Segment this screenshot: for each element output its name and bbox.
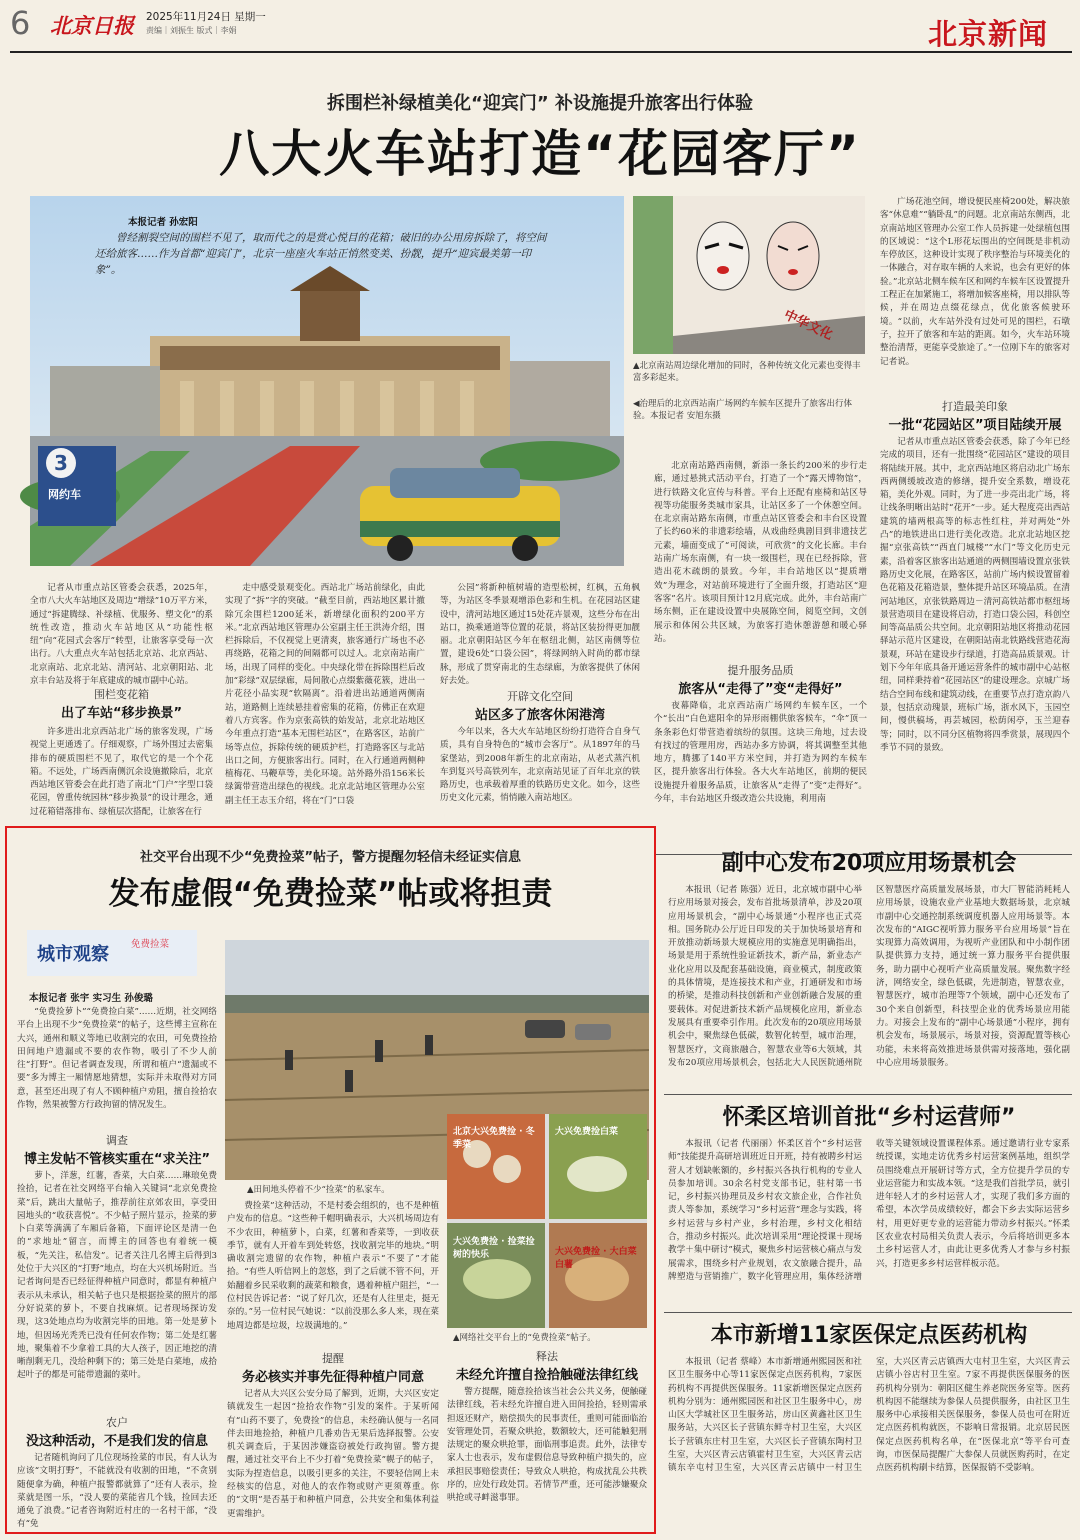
brief-b-rule — [664, 1312, 1072, 1313]
brief-b-headline: 怀柔区培训首批“乡村运营师” — [722, 1105, 1016, 1130]
story-kicker: 社交平台出现不少“免费捡菜”帖子，警方提醒勿轻信未经证实信息 — [139, 850, 522, 865]
lead-col-4b: 夜幕降临，北京西站南广场网约车候车区，一个个“长出”白色遮阳伞的异形雨棚供旅客候车，“伞”顶一条条彩色灯带营造着缤纷的氛围。这块三角地，过去设有找过的管理用房，西站办多方协调，将其调整至其他地方，腾挪了140平方米空间，并打造为网约车候车区，提升旅客出行体验。各大火车站地区，前期的便民设施提升着服务品质，让旅客从“走得了”变“走得好”。今年，丰台站地区升级改造公共设施，利用南 — [654, 701, 867, 805]
story-col-2a: 费捡菜”这种活动，不是村委会组织的，也不是种植户发布的信息。“这些种千帽明确表示，大兴机场周边有不少农田，种植萝卜，白菜，红薯和香菜等，一到收获季节，就有人开着车到处转悠，找收割完毕的地块。”明确收割完遗留的农作物，种植户表示“不要了”才能拾。“有些人听信网上的忽悠，到了之后就不管不问，开始翻着乡民采收剩的蔬菜和粮食，遇着种植户阻拦，“一位村民告诉记者：“说了好几次，还是有人往里走，挺无奈的。”另一位村民气她说：“以前没那么多人来，现在菜地周边都是垃圾，垃圾满地的。” — [227, 1201, 439, 1331]
lead-col-5: 广场花池空间，增设便民座椅200处，解决旅客“休息难”“躺卧乱”的问题。北京南站东侧西，北京南站地区管理办公室工作人员拆建一处绿植包围的区域说：“这个L形花坛围出的空间既是非机动车停放区，这种设计实现了秩序整治与环境美化的一体融合，对存取车辆的人来说，也会有更好的体验。”北京站北侧车候车区和网约车候车区设置提升工程正在加紧施工，将增加候客座椅，用以排队等候，并在周边点缀花绿点，优化旅客候驶环境。“以前，火车站外没有过处可见的围栏，石墩子，拉开了旅客和车站的距离。如今，火车站环境整治清帮，更能享受旅途了。”一位刚下车的旅客对记者说。 — [880, 197, 1070, 367]
story-sub1-title: 博主发帖不管核实重在“求关注” — [23, 1152, 211, 1167]
story-col-1a: “免费捡萝卜”“免费捡白菜”……近期，社交网络平台上出现不少“免费捡菜”的帖子，这些博主宣称在大兴，通州和顺义等地已收割完的农田，可免费捡拾田间地户遗漏或不要的农作物，吸引了不少人前往“打野”。但记者调查发现，所谓和植户“遗漏或不要”多为博主一厢情愿地猜想，实际并未取得对方同意，甚至还出现了有人不顾种植户劝阻，擅自捡拾农作物，然果被警方行政拘留的情况发生。 — [17, 1007, 217, 1111]
collage-label-4: 大兴免费捡 · 大白菜 白薯 — [555, 1247, 637, 1270]
lead-col-3: 公园”将新种植树墙的造型松树，红枫，五角枫等，为站区冬季景观增添色彩和生机。在花园站区建设中，清河站地区通过15处花卉景观，这些分布在出站口，换乘通道等位置的花景，将站区装扮得更加靓丽。北京朝阳站区今年在枢纽北侧，站区南侧等位置，建设6处“口袋公园”，将绿网纳入时尚的都市绿脉，形成了贯穿南北的生态绿廊，为旅客提供了休闲好去处。 — [440, 583, 640, 687]
brief-a-headline: 副中心发布20项应用场景机会 — [721, 851, 1017, 876]
story-col-1b: 萝卜，洋葱，红薯，香菜，大白菜……琳琅免费捡拾，记者在社交网络平台输入关键词“北京免费捡菜”后，跳出大量帖子，推荐前往京郊农田，享受田园地头的“收获喜悦”。不少帖子照片显示，捡菜的萝卜白菜等满满了车厢后备箱，下面评论区是清一色的“求地址”留言，而博主的回答也有着统一模板，“先关注，私信发”。记者关注几名博主后得到3处位于大兴区的“打野”地点，均在大兴机场附近。当记者询问是否已经征得种植户同意时，都显有种植户表示从未承认，相关帖子也只是根据捡菜的照片的部分好说菜的萝卜，不要自找麻烦。记者现场探访发现，这3处地点均为收割完毕的田地。第一处是萝卜地，但因场光秃秃已没有任何农作物；第二处是红薯地，聚集着不少拿着工具的大人孩子，因正地挖的清晰削剩无几，没给种剩下的；第三处是白菜地，成拾起叶子的都是可能带遗漏的菜叶。 — [17, 1171, 217, 1381]
brief-a-body: 本报讯（记者 陈强）近日，北京城市副中心举行应用场景对接会，发布首批场景清单，涉及20项应用场景机会，“副中心场景通”小程序也正式亮相。国务院办公厅近日印发的关于加快场景培育和开放推动新场景大规模应用的实施意见明确指出，场景是用于系统性验证新技术，新产品，新业态产业化应用以及配套基础设施，商业模式，制度政策的具体情境，是连接技术和产业，打通研发和市场的桥梁，是推动科技创新和产业创新融合发展的重要载体。对促进新技术新产品规模化应用，新业态发展具有重要牵引作用。此次发布的20项应用场景机会中，聚焦绿色低碳，数智化转型，城市治理，智慧医疗，文商旅融合，智慧农业等6大领域，其发布20项应用场景机会，包括北大人民医院通州院区智慧医疗高质量发展场景，市大厂智能消耗耗人应用场景，设施农业产业基地大数据场景，北京城市副中心交通控制系统调度机器人应用场景等。本次发布的“AIGC视听算力服务平台应用场景”旨在实现算力高效调用，为视听产业团队和中小制作团队提供算力支持，通过统一算力服务平台提供服务，助力副中心视听产业高质量发展。聚焦数字经济，网络安全，绿色低碳，先进制造，智慧农业，智慧医疗，城市治理等7个领域，副中心还发布了30个来自创新型，科技型企业的优秀场景应用能力。对接会上发布的“副中心场景通”小程序，拥有机会发布，场景展示，场景对接，资源配置等核心功能，未来将高效推进场景供需对接落地，强化副中心应用场景服务。 — [668, 885, 1070, 1068]
lead-kicker: 拆围栏补绿植美化“迎宾门” 补设施提升旅客出行体验 — [327, 93, 753, 114]
section-name: 北京新闻 — [928, 17, 1049, 51]
lead-sub3-title: 旅客从“走得了”变“走得好” — [678, 682, 843, 697]
brief-a-rule — [664, 1094, 1072, 1095]
lead-sub3 — [654, 662, 867, 697]
editors: 责编｜刘振生 版式｜李娟 — [146, 26, 237, 35]
masthead — [0, 0, 1080, 56]
lead-byline: 本报记者 孙宏阳 — [128, 217, 198, 228]
photo-taxi-sign: 网约车 — [48, 488, 81, 501]
brief-c-body: 本报讯（记者 蔡峰）本市新增通州熙园医和社区卫生服务中心等11家医保定点医药机构，7家医药机构不再提供医保服务。11家新增医保定点医药机构分别为：通州熙园医和社区卫生服务中心，房山区大学城社区卫生服务站，房山区黄鑫社区卫生服务站，大兴区长子营镇东鲜寺村卫生室，大兴区长子营镇东庄村卫生室，大兴区长子营镇东陶村卫生室，大兴区青云店镇霍村卫生室，大兴区青云店镇东辛屯村卫生室，大兴区青云店镇中一村卫生室，大兴区青云店镇西大屯村卫生室，大兴区青云店镇小谷店村卫生室。7家不再提供医保服务的医药机构分别为：朝阳区健生养老院医务室等。医药机构因不能继续为参保人员提供服务，由社区卫生服务中心承接相关医保服务，参保人员也可在附近定点医药机构就医，不影响日常报销。北京居民医保定点医药机构名单，在“医保北京”等平台可查询，市医保局提醒广大参保人员就医购药时，在定点医药机构刷卡结算，医保报销不受影响。 — [668, 1357, 1070, 1474]
paper-name: 北京日报 — [50, 13, 134, 38]
story-byline: 本报记者 张宇 实习生 孙俊璐 — [29, 993, 153, 1004]
lead-sub4-kicker: 打造最美印象 — [942, 400, 1008, 413]
lead-sub1-kicker: 围栏变花箱 — [94, 688, 149, 701]
story-sub2-title: 务必核实并事先征得种植户同意 — [241, 1370, 424, 1385]
story-headline: 发布虚假“免费捡菜”帖或将担责 — [108, 876, 553, 912]
lead-sub4-title: 一批“花园站区”项目陆续开展 — [888, 418, 1062, 433]
story-sub4-kicker: 农户 — [106, 1416, 128, 1429]
story-sub4-title: 没这种活动，不是我们发的信息 — [25, 1434, 208, 1449]
mural-text: 中华文化 — [781, 307, 835, 344]
story-sub3-kicker: 释法 — [536, 1350, 558, 1363]
story-sub1 — [17, 1132, 217, 1167]
brief-c-headline: 本市新增11家医保定点医药机构 — [710, 1323, 1028, 1348]
lead-intro: 曾经割裂空间的围栏不见了，取而代之的是赏心悦目的花箱；破旧的办公用房拆除了，将空间还给旅客……作为首都“迎宾门”，北京一座座火车站正悄然变美、扮靓，提升“迎宾最美第一印象”。 — [95, 232, 547, 276]
lead-sub1 — [30, 686, 213, 721]
collage-caption: ▲网络社交平台上的“免费捡菜”帖子。 — [453, 1333, 596, 1343]
lead-sub4 — [880, 398, 1070, 433]
story-sub2-kicker: 提醒 — [322, 1352, 344, 1365]
column-logo — [27, 930, 197, 976]
column-logo-text: 城市观察 — [37, 944, 109, 965]
field-caption: ▲田间地头停着不少“捡菜”的私家车。 — [247, 1185, 390, 1195]
taxi-caption: ◀治理后的北京西站南广场网约车候车区提升了旅客出行体验。本报记者 安旭东摄 — [633, 399, 853, 421]
picked-vegetables-story — [5, 826, 656, 1534]
photo-badge: 3 — [46, 448, 76, 478]
collage-label-2: 大兴免费捡白菜 — [555, 1127, 619, 1137]
lead-sub2-kicker: 开辟文化空间 — [507, 690, 573, 703]
story-sub3 — [447, 1348, 647, 1383]
lead-sub1-title: 出了车站“移步换景” — [60, 706, 183, 721]
story-sub2 — [227, 1350, 439, 1385]
lead-col-1b: 许多进出北京西站北广场的旅客发现，广场视觉上更通透了。仔细观察，广场外围过去密集排布的硬质围栏不见了，取代它的是一个个花箱。不远处，广场西南侧沉余设施撤除后，北京西站地区管委会在此打造了南北“门户”字型口袋花园，曾重传统园林“移步换景”的设计理念，通过花箱错落排布、绿植层次搭配，让旅客在行 — [30, 727, 213, 817]
brief-b-body: 本报讯（记者 代丽丽）怀柔区首个“乡村运营师”技能提升高研培训班近日开班，持有被聘乡村运营人才划缺帐额的，乡村振兴各执行机构的专业人员参加培训。30余名村党支部书记，驻村第一书记，乡村振兴协理员及乡村农文旅企业，合作社负责人等参加，系统学习“乡村运营”理念与实践，将乡村运营与乡村产业，乡村治理，乡村文化相结合，推动乡村振兴。此次培训采用“理论授课＋现场教学＋集中研讨”模式，聚焦乡村运营核心痛点与发展需求，围绕乡村产业规划，农文旅融合提升，品牌塑造与营销推广，数字化管理应用，集体经济增收等关键领域设置课程体系。通过邀请行业专家系统授课，实地走访优秀乡村运营案例基地，组织学员围绕难点开展研讨等方式，全方位提升学员的专业运营能力和实战本领。“这是我们首批学员，就引进年轻人才的乡村运营人才，实现了我们多方面的希望，本次学员成绩较好，都会下乡去实际运营乡村，用更好更专业的运营能力带动乡村振兴。”怀柔区农业农村局相关负责人表示，今后将培训更多本土乡村运营人才，由此让更多优秀人才参与乡村振兴，打造更多乡村运营样板示范。 — [668, 1139, 1070, 1282]
story-col-2b: 记者从大兴区公安分局了解到，近期，大兴区安定镇就发生一起因“捡拾农作物”引发的案件。于某听闻有“山药不要了，免费捡”的信息，未经确认便与一名同伴去田地捡拾，种植户几番劝告无果后选择报警。公安机关调查后，于某因涉嫌盗窃被处行政拘留。警方提醒，通过社交平台上不少打着“免费捡菜”幌子的帖子，实际为捏造信息，以吸引更多的关注，不要轻信网上未经核实的信息，对他人的农作物或财产更须尊重。你的“文明”是否基于和种植户同意，公共安全和集体利益更需维护。 — [227, 1389, 439, 1519]
collage-label-3: 大兴免费捡 · 捡菜捡树的快乐 — [453, 1237, 535, 1260]
lead-col-1: 记者从市重点站区管委会获悉，2025年，全市八大火车站地区及周边“增绿”10万平方米，通过“拆建腾绿、补绿植、优服务、塑文化”的系统性改造，推动火车站地区从“功能性枢纽”向“花园式会客厅”转型，让旅客享受每一次出行。八大重点火车站包括北京站、北京西站、北京南站、北京北站、清河站、北京朝阳站、北京丰台站及将于年底建成的城市副中心站。 — [30, 583, 214, 687]
lead-headline: 八大火车站打造“花园客厅” — [219, 125, 861, 183]
lead-sub2-title: 站区多了旅客休闲港湾 — [474, 708, 605, 723]
mural-caption: ▲北京南站周边绿化增加的同时，各种传统文化元素也变得丰富多彩起来。 — [633, 361, 861, 383]
story-sub4 — [17, 1414, 217, 1449]
story-sub1-kicker: 调查 — [106, 1134, 128, 1147]
column-logo-tag: 免费捡菜 — [131, 939, 170, 950]
mural-photo — [633, 196, 865, 354]
story-col-1c: 记者随机询问了几位现场捡菜的市民，有人认为应该“文明打野”，不能就没有收割的田地，“不贪别随便拿为确，种植户报警都就算了”还有人表示，捡菜就是图一乐，“没人要的菜能省几个钱，捡回去还通免了浪费。”记者咨询附近村庄的一名村干部，“没有“免 — [17, 1453, 217, 1530]
lead-sub3-kicker: 提升服务品质 — [727, 664, 794, 677]
issue-date: 2025年11月24日 星期一 — [146, 11, 266, 23]
lead-col-4: 北京南站路西南侧，新添一条长约200米的步行走廊，通过悬挑式活动平台，打造了一个“露天博物馆”，进行铁路文化宣传与科普。平台上还配有座椅和站区导视等功能服务类城市家具，让站区多了一个休憩空间。在北京南站路东南侧，市重点站区管委会和丰台区设置了长约60米的非遗彩绘墙，从戏曲经典剧目到非遗技艺元素，墙面变成了“可阅读，可欣赏”的文化长廊。丰台站南广场东南侧，有一块一级围栏，现在已经拆除，营造出花木疏朗的景致。今年，丰台站地区以“提质增效”为理念，对站前环境进行了全面升级，打造站区“迎客客”名片。该项目预计12月底完成。此外，丰台站南广场东侧，正在建设设置中央展陈空间，阅览空间，文创展示和体闲公共区域，为旅客打造休憩游憩和暖心驿站。 — [654, 461, 867, 644]
collage-label-1: 北京大兴免费捡 · 冬季菜 — [453, 1127, 535, 1150]
lead-col-3b: 今年以来，各大火车站地区纷纷打造符合自身气质，具有自身特色的“城市会客厅”。从1897年的马家堡站，到2008年新生的北京南站，从老式蒸汽机车到复兴号高铁列车，北京南站见证了百年北京的铁路历史，也承载着厚重的铁路历史文化。如今，这些历史文化元素，悄悄融入南站地区。 — [440, 727, 640, 804]
page-number: 6 — [10, 4, 31, 42]
story-col-3: 警方提醒，随意捡拾该当社会公共义务，便触碰法律红线，若未经允许擅自进入田间捡拾，轻则需承担返还财产，赔偿损失的民事责任，重则可能面临治安管理处罚，若聚众哄抢，数额较大，还可能触犯刑法规定的聚众哄抢罪，面临刑事追责。此外，法律专家人士也表示，发布虚假信息导致种植户损失的，应承担民事赔偿责任；导致众人哄抢，构成扰乱公共秩序的，应处行政处罚。若情节严重，还可能涉嫌聚众哄抢或寻衅滋事罪。 — [447, 1387, 647, 1504]
lead-col-5b: 记者从市重点站区管委会获悉，除了今年已经完成的项目，还有一批围绕“花园站区”建设的项目将陆续开展。其中，北京西站地区将启动北广场东西两侧缓坡改造的修缮，提升安全系数，增设花箱，美化外观。同时，为了进一步亮出北广场，将让线条明晰出站时“花开”一步。延大程度亮出西站建筑的墙两根高等的标志性红柱，并对两处“外凸”的地铁进出口进行美化改造。北京北站地区挖掘“京张高铁”“西直门城楼”“水门”等文化历史元素，沿着客区旅客出站通道的两侧围墙设置京张铁路历史文化展，在路客区，站前广场内候设置留着色花箱及花箱造景，整体提升站区环境品质。在清河站地区，京张铁路周边－清河高铁站都市枢纽场景营造项目在建设将启动，打造口袋公园，科创空间等高品质公共空间。北京朝阳站地区将推动花园驿站示范片区建设，在朝阳站南北铁路线营造花海景观，环站在建设步行绿道，打造高品质景观。计划下今年年底具备开通运营条件的城市副中心站枢纽，同样秉持着“花园站区”的建设理念。京城广场结合空间布线和建筑动线，在重要节点打造京韵八景，包括京动瑰景，班标广场，浙水风下，玉园空间，慢供稿场，再芸城园，松荫闲亭，玉兰迎春等；同时，以不同分区植物将四季赏景，展现四个季节不同的景致。 — [880, 437, 1070, 753]
lead-sub2 — [440, 688, 640, 723]
lead-col-2: 走中感受景观变化。西站北广场站前绿化，由此实现了“拆”字的突破。“截至目前，西站地区累计撤除冗余围栏1200延米，新增绿化面积约200平方米。”北京西站地区管理办公室副主任王洪涛介绍，围栏拆除后，不仅视觉上更清爽，旅客通行广场也不必再绕路，花箱之间的间隔都可以过人。北京南站南广场，出现了同样的变化。中央绿化带在拆除围栏后改加“彩绿”双层绿廊，局间散心点缀紫薇花簇，进出一片花径小品实现“软隔离”。沿着进出站通道两侧南站，道路侧上连续悬挂着密集的花箱，仿佛正在欢迎着八方宾客。作为京张高铁的始发站，北京北站地区今年重点打造“基本无围栏站区”，在路客区，站前广场等点位，拆除传统的硬质护栏，打造路客区与北站出口之间，方便旅客出行。同时，在入行通道两侧种植梅花、马鞭草等，美化环境。站外路外沿156米长绿篱带营造出绿色的视线。北京北站地区管理办公室副主任王志玉介绍，将在“门”口袋 — [225, 583, 425, 806]
social-posts-collage — [447, 1114, 647, 1328]
masthead-rule — [10, 51, 1072, 53]
story-sub3-title: 未经允许擅自捡拾触碰法律红线 — [455, 1368, 638, 1383]
